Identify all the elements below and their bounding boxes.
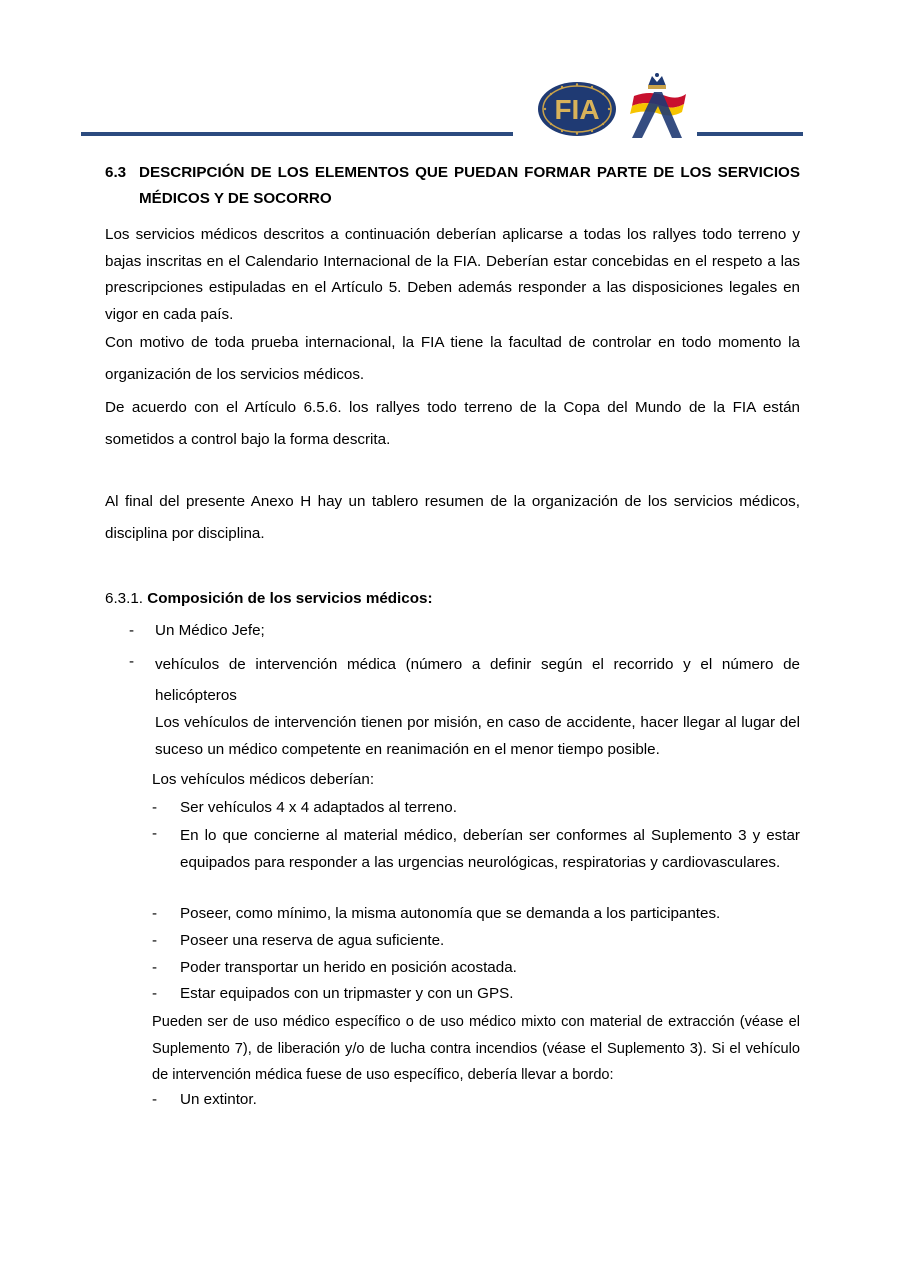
list-bullet: - [152,1091,158,1108]
subsection-title: Composición de los servicios médicos: [147,590,433,607]
section-title: DESCRIPCIÓN DE LOS ELEMENTOS QUE PUEDAN FORMAR PARTE DE LOS SERVICIOS MÉDICOS Y DE SOCORRO [139,164,800,207]
list-item-4x4: Ser vehículos 4 x 4 adaptados al terreno. [180,799,457,816]
rfeda-logo-text: A [653,130,661,140]
header-rule-left [81,132,513,136]
paragraph-uso-mixto: Pueden ser de uso médico específico o de uso médico mixto con material de extracción (véase el Suplemento 7), de liberación y/o de lucha contra incendios (véase el Suplemento 3). Si el vehículo de intervención médica fuese de uso específico, debería llevar a bordo: [152,1014,800,1083]
paragraph-article: De acuerdo con el Artículo 6.5.6. los rallyes todo terreno de la Copa del Mundo de la FIA están sometidos a control bajo la forma descrita. [105,399,800,448]
vehicles-intro: Los vehículos médicos deberían: [152,771,375,788]
list-item-material: En lo que concierne al material médico, deberían ser conformes al Suplemento 3 y estar equipados para responder a las urgencias neurológicas, respiratorias y cardiovasculares. [180,827,800,871]
list-item-herido: Poder transportar un herido en posición acostada. [180,959,517,976]
list-item-autonomia: Poseer, como mínimo, la misma autonomía que se demanda a los participantes. [180,905,721,922]
subsection-number: 6.3.1. [105,590,143,607]
crown-icon [648,73,666,89]
section-number: 6.3 [105,164,127,181]
list-bullet: - [152,905,158,922]
list-bullet: - [152,932,158,949]
paragraph-intro: Los servicios médicos descritos a continuación deberían aplicarse a todas los rallyes todo terreno y bajas inscritas en el Calendario Internacional de la FIA. Deberían estar concebidas en el respeto a las prescripciones estipuladas en el Artículo 5. Deben además responder a las disposiciones legales en vigor en cada país. [105,226,800,323]
header-rule-right [697,132,803,136]
list-item-agua: Poseer una reserva de agua suficiente. [180,932,445,949]
paragraph-summary: Al final del presente Anexo H hay un tablero resumen de la organización de los servicios médicos, disciplina por disciplina. [105,493,800,542]
list-bullet: - [152,985,158,1002]
fia-logo-text: FIA [554,94,600,125]
list-bullet: - [152,959,158,976]
paragraph-control: Con motivo de toda prueba internacional, la FIA tiene la facultad de controlar en todo momento la organización de los servicios médicos. [105,334,800,383]
section-heading [105,160,800,212]
list-item-vehiculos: vehículos de intervención médica (número a definir según el recorrido y el número de helicópteros [155,656,800,704]
paragraph-mision: Los vehículos de intervención tienen por misión, en caso de accidente, hacer llegar al lugar del suceso un médico competente en reanimación en el menor tiempo posible. [155,714,800,758]
list-bullet: - [152,799,158,816]
list-bullet: - [129,653,135,670]
list-bullet: - [129,622,135,639]
rfeda-logo [626,72,688,140]
list-item-gps: Estar equipados con un tripmaster y con un GPS. [180,985,514,1002]
list-item-extintor: Un extintor. [180,1091,257,1108]
fia-logo [537,81,617,137]
subsection-heading [105,588,800,610]
list-item-medico-jefe: Un Médico Jefe; [155,622,265,639]
list-bullet: - [152,825,158,842]
